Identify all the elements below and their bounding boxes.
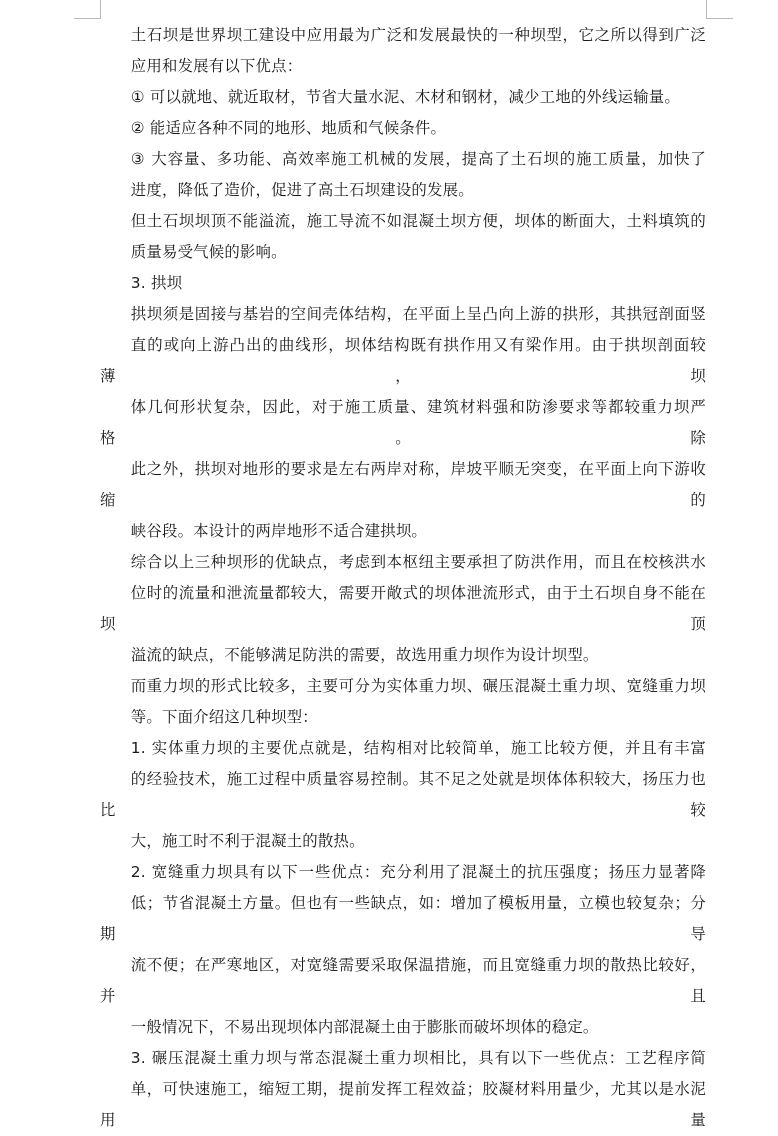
text-line: 拱坝须是固接与基岩的空间壳体结构，在平面上呈凸向上游的拱形，其拱冠剖面竖 [130, 305, 706, 323]
text-line: 的经验技术，施工过程中质量容易控制。其不足之处就是坝体体积较大，扬压力也比较 [100, 770, 706, 819]
document-body [100, 20, 706, 1136]
paragraph [100, 206, 706, 268]
paragraph [100, 20, 706, 82]
text-line: 应用和发展有以下优点： [130, 57, 303, 75]
text-line: ③ 大容量、多功能、高效率施工机械的发展，提高了土石坝的施工质量，加快了 [130, 150, 706, 168]
text-line: 而重力坝的形式比较多，主要可分为实体重力坝、碾压混凝土重力坝、宽缝重力坝 [130, 677, 706, 695]
paragraph [100, 299, 706, 547]
text-line: 大，施工时不利于混凝土的散热。 [130, 832, 365, 850]
text-line: 体几何形状复杂，因此，对于施工质量、建筑材料强和防渗要求等都较重力坝严格。除 [100, 398, 706, 447]
text-line: 等。下面介绍这几种坝型： [130, 708, 318, 726]
text-line: ② 能适应各种不同的地形、地质和气候条件。 [130, 119, 447, 137]
top-left-margin-mark [74, 0, 101, 19]
paragraph [100, 1043, 706, 1136]
text-line: 峡谷段。本设计的两岸地形不适合建拱坝。 [130, 522, 428, 540]
top-right-margin-mark [706, 0, 733, 19]
text-line: 1. 实体重力坝的主要优点就是，结构相对比较简单，施工比较方便，并且有丰富 [130, 739, 706, 757]
text-line: 2. 宽缝重力坝具有以下一些优点：充分利用了混凝土的抗压强度；扬压力显著降 [130, 863, 706, 881]
text-line: 直的或向上游凸出的曲线形，坝体结构既有拱作用又有梁作用。由于拱坝剖面较薄，坝 [100, 336, 706, 385]
text-line: 流不便；在严寒地区，对宽缝需要采取保温措施，而且宽缝重力坝的散热比较好，并且 [100, 956, 706, 1005]
paragraph [100, 733, 706, 857]
paragraph [100, 547, 706, 671]
text-line: 一般情况下，不易出现坝体内部混凝土由于膨胀而破坏坝体的稳定。 [130, 1018, 599, 1036]
paragraph [100, 671, 706, 733]
text-line: 单，可快速施工，缩短工期，提前发挥工程效益；胶凝材料用量少，尤其以是水泥用量 [100, 1080, 706, 1129]
paragraph [100, 113, 706, 144]
text-line: 进度，降低了造价，促进了高土石坝建设的发展。 [130, 181, 474, 199]
paragraph [100, 268, 706, 299]
text-line: 此之外，拱坝对地形的要求是左右两岸对称，岸坡平顺无突变，在平面上向下游收缩的 [100, 460, 706, 509]
paragraph [100, 82, 706, 113]
text-line: 综合以上三种坝形的优缺点，考虑到本枢纽主要承担了防洪作用，而且在校核洪水 [130, 553, 706, 571]
text-line: 3. 拱坝 [130, 274, 183, 292]
paragraph [100, 857, 706, 1043]
text-line: 土石坝是世界坝工建设中应用最为广泛和发展最快的一种坝型，它之所以得到广泛 [130, 26, 706, 44]
paragraph [100, 144, 706, 206]
text-line: 溢流的缺点，不能够满足防洪的需要，故选用重力坝作为设计坝型。 [130, 646, 599, 664]
text-line: 低；节省混凝土方量。但也有一些缺点，如：增加了模板用量，立模也较复杂；分期导 [100, 894, 706, 943]
text-line: 但土石坝坝顶不能溢流，施工导流不如混凝土坝方便，坝体的断面大，土料填筑的 [130, 212, 706, 230]
text-line: 质量易受气候的影响。 [130, 243, 287, 261]
text-line: 3. 碾压混凝土重力坝与常态混凝土重力坝相比，具有以下一些优点：工艺程序简 [130, 1049, 706, 1067]
text-line: ① 可以就地、就近取材，节省大量水泥、木材和钢材，减少工地的外线运输量。 [130, 88, 680, 106]
text-line: 位时的流量和泄流量都较大，需要开敞式的坝体泄流形式，由于土石坝自身不能在坝顶 [100, 584, 706, 633]
